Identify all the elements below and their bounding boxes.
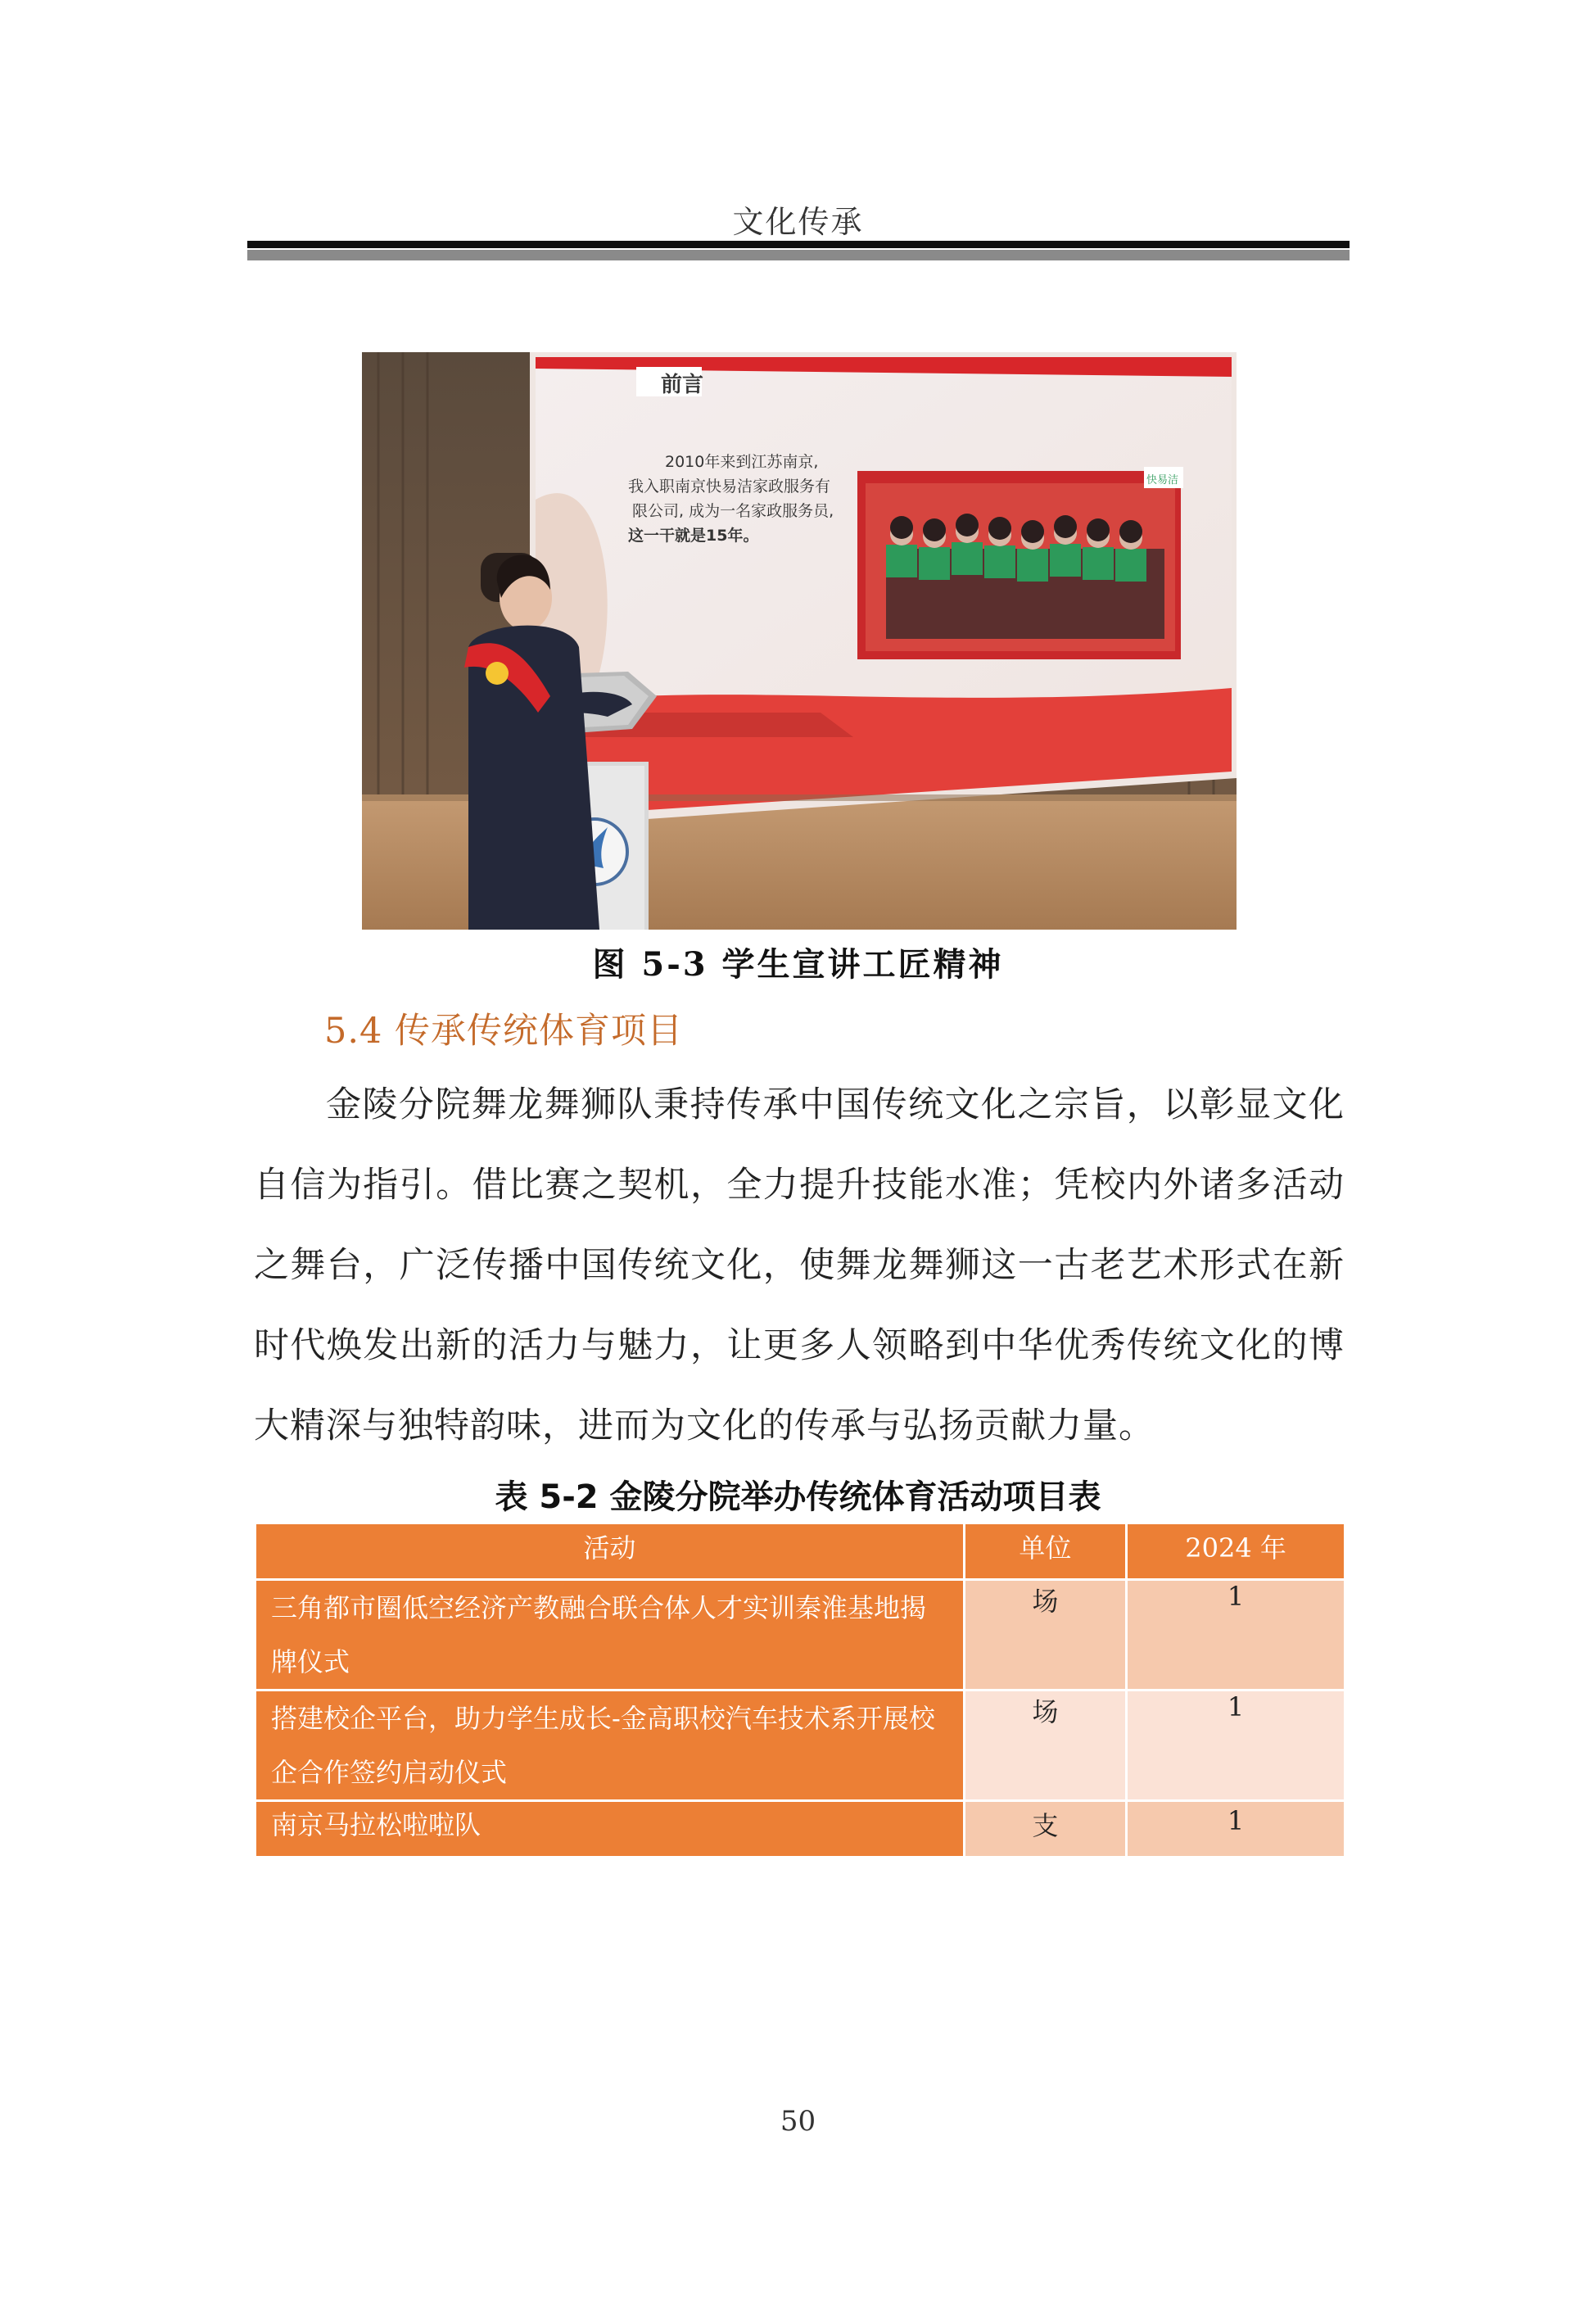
unit-cell: 场 (965, 1581, 1125, 1689)
unit-cell: 场 (965, 1691, 1125, 1799)
column-header-unit: 单位 (965, 1524, 1125, 1578)
slide-line: 限公司, 成为一名家政服务员, (632, 502, 834, 520)
column-header-year: 2024 年 (1128, 1524, 1344, 1578)
table-row (256, 1802, 1344, 1856)
activity-cell: 搭建校企平台，助力学生成长-金高职校汽车技术系开展校企合作签约启动仪式 (256, 1691, 963, 1799)
page-number: 50 (780, 2105, 816, 2138)
figure-caption: 图 5-3 学生宣讲工匠精神 (592, 945, 1004, 984)
activity-cell: 南京马拉松啦啦队 (256, 1802, 963, 1856)
slide-heading: 前言 (661, 373, 704, 397)
column-header-activity: 活动 (256, 1524, 963, 1578)
header-rule (247, 241, 1350, 248)
speech-photo (362, 352, 1237, 930)
table-row (256, 1581, 1344, 1689)
table-row (256, 1691, 1344, 1799)
unit-cell: 支 (965, 1802, 1125, 1856)
table-title: 表 5-2 金陵分院举办传统体育活动项目表 (495, 1478, 1101, 1516)
slide-line: 2010年来到江苏南京, (665, 453, 819, 471)
value-cell: 1 (1128, 1802, 1344, 1856)
header-title: 文化传承 (732, 204, 864, 240)
value-cell: 1 (1128, 1581, 1344, 1689)
section-heading: 5.4 传承传统体育项目 (324, 1011, 684, 1052)
value-cell: 1 (1128, 1691, 1344, 1799)
activity-cell: 三角都市圈低空经济产教融合联合体人才实训秦淮基地揭牌仪式 (256, 1581, 963, 1689)
body-paragraph: 金陵分院舞龙舞狮队秉持传承中国传统文化之宗旨，以彰显文化自信为指引。借比赛之契机，全力提升技能水准；凭校内外诸多活动之舞台，广泛传播中国传统文化，使舞龙舞狮这一古老艺术形式在新时代焕发出新的活力与魅力，让更多人领略到中华优秀传统文化的博大精深与独特韵味，进而为文化的传承与弘扬贡献力量。 (254, 1084, 1345, 1446)
header-rule-shadow (247, 250, 1350, 260)
table-header-row (256, 1524, 1344, 1578)
slide-logo: 快易洁 (1146, 474, 1179, 487)
slide-line: 这一干就是15年。 (628, 527, 759, 545)
activity-table (254, 1522, 1346, 1858)
slide-line: 我入职南京快易洁家政服务有 (628, 478, 831, 496)
